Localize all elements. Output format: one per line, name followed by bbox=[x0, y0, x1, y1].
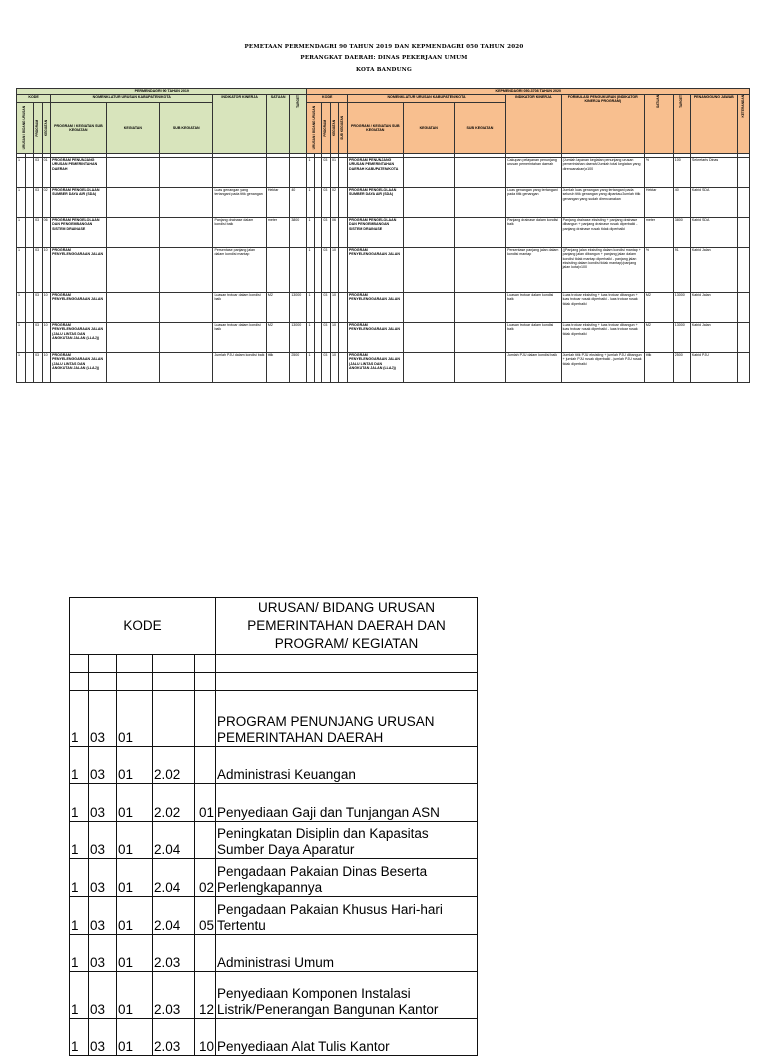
zoom-code-c1: 1 bbox=[70, 972, 89, 1019]
satuan-right-cell: % bbox=[644, 248, 673, 293]
penanggung-jawab-cell: Kabid SDA bbox=[690, 188, 737, 218]
col-kegiatan-left: KEGIATAN bbox=[106, 103, 159, 154]
formulasi-cell: Jumlah titik PJU eksisting + jumlah PJU dibangun + jumlah PJU rusak diperbaiki - jumlah PJU rusak tidak diperbaiki bbox=[561, 353, 644, 383]
mapping-row bbox=[17, 323, 750, 353]
program-name-cell: PROGRAM PENYELENGGARAAN JALAN bbox=[51, 293, 107, 323]
program-name-right-cell: PROGRAM PENYELENGGARAAN JALAN (JALU LINTAS DAN ANGKUTAN JALAN (LLAJ)) bbox=[348, 353, 404, 383]
zoom-code-c4: 2.02 bbox=[153, 784, 195, 822]
col-subkegiatan-right: SUB KEGIATAN bbox=[454, 103, 505, 154]
program-name-cell: PROGRAM PENYELENGGARAAN JALAN (JALU LINTAS DAN ANGKUTAN JALAN (LLAJ)) bbox=[51, 353, 107, 383]
target-right-cell: 2500 bbox=[673, 353, 690, 383]
urusan-code-right-cell: 1 bbox=[307, 158, 314, 188]
program-code-cell: 06 bbox=[42, 218, 51, 248]
program-name-cell: PROGRAM PENUNJANG URUSAN PEMERINTAHAN DAERAH bbox=[51, 158, 107, 188]
zoom-row bbox=[70, 972, 478, 1019]
doc-title-line-2: PERANGKAT DAERAH: DINAS PEKERJAAN UMUM bbox=[300, 55, 468, 61]
program-code-right-cell: 02 bbox=[330, 188, 339, 218]
col-target-left: TARGET bbox=[295, 95, 300, 108]
col-satuan-left: SATUAN bbox=[266, 95, 289, 154]
zoom-code-c3: 01 bbox=[117, 747, 153, 784]
program-name-right-cell: PROGRAM PENGELOLAAN SUMBER DAYA AIR (SDA) bbox=[348, 188, 404, 218]
zoom-row bbox=[70, 822, 478, 859]
zoom-code-c1: 1 bbox=[70, 897, 89, 935]
penanggung-jawab-cell: Kabid Jalan bbox=[690, 248, 737, 293]
bidang-code-cell: 03 bbox=[34, 353, 43, 383]
mapping-table bbox=[16, 88, 750, 383]
zoom-code-c4: 2.03 bbox=[153, 972, 195, 1019]
zoom-row bbox=[70, 859, 478, 897]
indikator-cell bbox=[213, 158, 266, 188]
penanggung-jawab-cell: Kabid SDA bbox=[690, 218, 737, 248]
satuan-right-cell: Hektar bbox=[644, 188, 673, 218]
zoom-code-c4: 2.04 bbox=[153, 822, 195, 859]
target-right-cell: 13000 bbox=[673, 293, 690, 323]
zoom-code-c2: 03 bbox=[89, 897, 117, 935]
urusan-code-right-cell: 1 bbox=[307, 248, 314, 293]
col-kegiatan-code-left: KEGIATAN bbox=[43, 119, 48, 137]
group-header-permendagri: PERMENDAGRI 90 TAHUN 2019 bbox=[17, 89, 307, 95]
program-code-cell: 10 bbox=[42, 353, 51, 383]
urusan-code-cell: 1 bbox=[17, 158, 26, 188]
satuan-cell bbox=[266, 158, 289, 188]
urusan-code-right-cell: 1 bbox=[307, 188, 314, 218]
indikator-cell: Jumlah PJU dalam kondisi baik bbox=[213, 353, 266, 383]
target-cell bbox=[290, 248, 307, 293]
bidang-code-cell: 03 bbox=[34, 248, 43, 293]
zoom-code-c5: 05 bbox=[195, 897, 216, 935]
nomenklatur-header-right: NOMENKLATUR URUSAN KABUPATEN/KOTA bbox=[348, 95, 506, 103]
kode-header-right: KODE bbox=[307, 95, 348, 103]
zoom-code-c5 bbox=[195, 747, 216, 784]
doc-title-line-1: PEMETAAN PERMENDAGRI 90 TAHUN 2019 DAN KEPMENDAGRI 050 TAHUN 2020 bbox=[244, 44, 524, 50]
col-subkegiatan-left: SUB KEGIATAN bbox=[160, 103, 213, 154]
zoom-code-c1: 1 bbox=[70, 859, 89, 897]
target-cell: 3800 bbox=[290, 218, 307, 248]
zoom-program-name: Penyediaan Komponen Instalasi Listrik/Penerangan Bangunan Kantor bbox=[216, 972, 478, 1019]
target-cell: 2500 bbox=[290, 353, 307, 383]
zoom-code-c1: 1 bbox=[70, 691, 89, 747]
indikator-right-cell: Panjang drainase dalam kondisi baik bbox=[506, 218, 562, 248]
zoom-code-c5 bbox=[195, 935, 216, 972]
mapping-row bbox=[17, 293, 750, 323]
zoom-code-c3: 01 bbox=[117, 691, 153, 747]
program-name-cell: PROGRAM PENGELOLAAN SUMBER DAYA AIR (SDA) bbox=[51, 188, 107, 218]
zoom-code-c1: 1 bbox=[70, 784, 89, 822]
col-kegiatan-right: KEGIATAN bbox=[403, 103, 454, 154]
col-indikator-right: INDIKATOR KINERJA bbox=[506, 95, 562, 154]
zoom-code-c5: 02 bbox=[195, 859, 216, 897]
bidang-code-right-cell: 03 bbox=[322, 218, 331, 248]
program-code-right-cell: 10 bbox=[330, 323, 339, 353]
urusan-code-cell: 1 bbox=[17, 248, 26, 293]
zoom-row bbox=[70, 784, 478, 822]
zoom-row bbox=[70, 747, 478, 784]
urusan-code-right-cell: 1 bbox=[307, 218, 314, 248]
col-program-name-left: PROGRAM / KEGIATAN SUB KEGIATAN bbox=[51, 103, 107, 154]
zoom-code-c1: 1 bbox=[70, 935, 89, 972]
bidang-code-right-cell: 03 bbox=[322, 293, 331, 323]
satuan-right-cell: % bbox=[644, 158, 673, 188]
zoom-code-c2: 03 bbox=[89, 747, 117, 784]
satuan-cell: M2 bbox=[266, 323, 289, 353]
bidang-code-cell: 03 bbox=[34, 323, 43, 353]
zoom-row bbox=[70, 691, 478, 747]
col-formulasi: FORMULASI PENGUKURAN (INDIKATOR KINERJA PROGRAM) bbox=[561, 95, 644, 154]
indikator-right-cell: Luasan trotoar dalam kondisi baik bbox=[506, 323, 562, 353]
satuan-right-cell: M2 bbox=[644, 323, 673, 353]
zoom-code-c4 bbox=[153, 691, 195, 747]
bidang-code-right-cell: 03 bbox=[322, 248, 331, 293]
formulasi-cell: Luas trotoar eksisting + luas trotoar dibangun + luas trotoar rusak diperbaiki - luas trotoar rusak tidak diperbaiki bbox=[561, 293, 644, 323]
program-name-right-cell: PROGRAM PENGELOLAAN DAN PENGEMBANGAN SISTEM DRAINASE bbox=[348, 218, 404, 248]
program-code-cell: 10 bbox=[42, 248, 51, 293]
zoom-kode-header: KODE bbox=[70, 598, 216, 655]
program-code-right-cell: 10 bbox=[330, 248, 339, 293]
col-indikator-left: INDIKATOR KINERJA bbox=[213, 95, 266, 154]
zoom-code-c1: 1 bbox=[70, 747, 89, 784]
zoom-code-c5: 01 bbox=[195, 784, 216, 822]
indikator-right-cell: Luas genangan yang tertangani pada titik genangan bbox=[506, 188, 562, 218]
indikator-cell: Luasan trotoar dalam kondisi baik bbox=[213, 293, 266, 323]
zoom-code-c3: 01 bbox=[117, 935, 153, 972]
col-urusan-right: URUSAN / BIDANG URUSAN bbox=[311, 106, 316, 150]
mapping-row bbox=[17, 158, 750, 188]
zoom-code-c5: 12 bbox=[195, 972, 216, 1019]
penanggung-jawab-cell: Kabid Jalan bbox=[690, 293, 737, 323]
program-name-cell: PROGRAM PENYELENGGARAAN JALAN bbox=[51, 248, 107, 293]
mapping-row bbox=[17, 188, 750, 218]
col-kegiatan-code-right: KEGIATAN bbox=[331, 119, 336, 137]
zoom-row bbox=[70, 897, 478, 935]
zoom-program-name: PROGRAM PENUNJANG URUSAN PEMERINTAHAN DAERAH bbox=[216, 691, 478, 747]
program-code-right-cell: 10 bbox=[330, 293, 339, 323]
col-program-right: PROGRAM bbox=[323, 119, 328, 137]
indikator-right-cell: Persentase panjang jalan dalam kondisi mantap bbox=[506, 248, 562, 293]
urusan-code-cell: 1 bbox=[17, 218, 26, 248]
satuan-cell: meter bbox=[266, 218, 289, 248]
zoom-code-c4: 2.02 bbox=[153, 747, 195, 784]
bidang-code-cell: 03 bbox=[34, 188, 43, 218]
target-right-cell: 100 bbox=[673, 158, 690, 188]
bidang-code-right-cell: 03 bbox=[322, 158, 331, 188]
zoom-program-name: Administrasi Keuangan bbox=[216, 747, 478, 784]
col-keterangan: KETERANGAN bbox=[740, 95, 745, 118]
bidang-code-right-cell: 03 bbox=[322, 353, 331, 383]
indikator-cell: Luas genangan yang tertangani pada titik genangan bbox=[213, 188, 266, 218]
zoom-code-c3: 01 bbox=[117, 897, 153, 935]
urusan-code-cell: 1 bbox=[17, 353, 26, 383]
col-program-left: PROGRAM bbox=[35, 119, 40, 137]
zoom-code-c2: 03 bbox=[89, 1019, 117, 1056]
zoom-code-c4: 2.04 bbox=[153, 859, 195, 897]
satuan-right-cell: meter bbox=[644, 218, 673, 248]
bidang-code-cell: 03 bbox=[34, 158, 43, 188]
penanggung-jawab-cell: Sekretaris Dinas bbox=[690, 158, 737, 188]
target-right-cell: 13000 bbox=[673, 323, 690, 353]
target-cell: 13000 bbox=[290, 323, 307, 353]
zoom-program-name: Peningkatan Disiplin dan Kapasitas Sumber Daya Aparatur bbox=[216, 822, 478, 859]
penanggung-jawab-cell: Kabid Jalan bbox=[690, 323, 737, 353]
target-right-cell: 91 bbox=[673, 248, 690, 293]
zoom-code-c3: 01 bbox=[117, 972, 153, 1019]
satuan-right-cell: M2 bbox=[644, 293, 673, 323]
zoom-code-c5: 10 bbox=[195, 1019, 216, 1056]
formulasi-cell: Luas trotoar eksisting + luas trotoar dibangun + luas trotoar rusak diperbaiki - luas trotoar rusak tidak diperbaiki bbox=[561, 323, 644, 353]
urusan-code-cell: 1 bbox=[17, 323, 26, 353]
zoom-code-c3: 01 bbox=[117, 784, 153, 822]
col-urusan-left: URUSAN / BIDANG URUSAN bbox=[22, 106, 27, 150]
urusan-code-right-cell: 1 bbox=[307, 293, 314, 323]
target-cell: 40 bbox=[290, 188, 307, 218]
zoom-code-c4: 2.04 bbox=[153, 897, 195, 935]
indikator-right-cell: Luasan trotoar dalam kondisi baik bbox=[506, 293, 562, 323]
program-name-right-cell: PROGRAM PENYELENGGARAAN JALAN bbox=[348, 248, 404, 293]
program-code-right-cell: 06 bbox=[330, 218, 339, 248]
satuan-cell: titik bbox=[266, 353, 289, 383]
zoom-code-c3: 01 bbox=[117, 859, 153, 897]
target-cell bbox=[290, 158, 307, 188]
bidang-code-right-cell: 03 bbox=[322, 323, 331, 353]
zoom-code-c1: 1 bbox=[70, 822, 89, 859]
zoom-program-name: Pengadaan Pakaian Dinas Beserta Perlengkapannya bbox=[216, 859, 478, 897]
penanggung-jawab-cell: Kabid PJU bbox=[690, 353, 737, 383]
col-program-name-right: PROGRAM / KEGIATAN SUB KEGIATAN bbox=[348, 103, 404, 154]
urusan-code-right-cell: 1 bbox=[307, 323, 314, 353]
zoom-program-name: Pengadaan Pakaian Khusus Hari-hari Tertentu bbox=[216, 897, 478, 935]
program-code-right-cell: 01 bbox=[330, 158, 339, 188]
program-code-cell: 10 bbox=[42, 323, 51, 353]
col-target-right: TARGET bbox=[678, 95, 683, 108]
zoom-row bbox=[70, 1019, 478, 1056]
zoom-code-c2: 03 bbox=[89, 935, 117, 972]
zoom-code-c2: 03 bbox=[89, 784, 117, 822]
zoom-row bbox=[70, 935, 478, 972]
zoom-code-c2: 03 bbox=[89, 972, 117, 1019]
zoom-program-name: Penyediaan Alat Tulis Kantor bbox=[216, 1019, 478, 1056]
program-name-cell: PROGRAM PENGELOLAAN DAN PENGEMBANGAN SISTEM DRAINASE bbox=[51, 218, 107, 248]
formulasi-cell: ((Panjang jalan eksisting dalam kondisi mantap + panjang jalan dibangun + panjang jalan dalam kondisi tidak mantap diperbaiki - panjang jalan eksisting dalam kondisi tidak mantap)/panjang jalan kota)x100 bbox=[561, 248, 644, 293]
target-right-cell: 40 bbox=[673, 188, 690, 218]
indikator-right-cell: Jumlah PJU dalam kondisi baik bbox=[506, 353, 562, 383]
urusan-code-cell: 1 bbox=[17, 188, 26, 218]
target-cell: 13000 bbox=[290, 293, 307, 323]
satuan-right-cell: titik bbox=[644, 353, 673, 383]
bidang-code-right-cell: 03 bbox=[322, 188, 331, 218]
bidang-code-cell: 03 bbox=[34, 218, 43, 248]
zoom-program-name: Administrasi Umum bbox=[216, 935, 478, 972]
mapping-row bbox=[17, 218, 750, 248]
zoom-code-c5 bbox=[195, 691, 216, 747]
urusan-code-cell: 1 bbox=[17, 293, 26, 323]
zoom-code-c2: 03 bbox=[89, 691, 117, 747]
nomenklatur-header-left: NOMENKLATUR URUSAN KABUPATEN/KOTA bbox=[51, 95, 213, 103]
bidang-code-cell: 03 bbox=[34, 293, 43, 323]
group-header-kepmendagri: KEPMENDAGRI 050-3708 TAHUN 2020 bbox=[307, 89, 750, 95]
kode-header-left: KODE bbox=[17, 95, 51, 103]
program-name-right-cell: PROGRAM PENUNJANG URUSAN PEMERINTAHAN DAERAH KABUPATEN/KOTA bbox=[348, 158, 404, 188]
program-name-right-cell: PROGRAM PENYELENGGARAAN JALAN bbox=[348, 323, 404, 353]
program-code-cell: 02 bbox=[42, 188, 51, 218]
program-name-right-cell: PROGRAM PENYELENGGARAAN JALAN bbox=[348, 293, 404, 323]
zoom-code-c3: 01 bbox=[117, 1019, 153, 1056]
zoom-code-c3: 01 bbox=[117, 822, 153, 859]
mapping-row bbox=[17, 248, 750, 293]
col-penanggung-jawab: PENANGGUNG JAWAB bbox=[690, 95, 737, 154]
indikator-cell: Panjang drainase dalam kondisi baik bbox=[213, 218, 266, 248]
satuan-cell bbox=[266, 248, 289, 293]
zoom-code-c5 bbox=[195, 822, 216, 859]
mapping-row bbox=[17, 353, 750, 383]
zoom-code-c2: 03 bbox=[89, 822, 117, 859]
doc-title-line-3: KOTA BANDUNG bbox=[356, 67, 412, 73]
program-name-cell: PROGRAM PENYELENGGARAAN JALAN (JALU LINTAS DAN ANGKUTAN JALAN (LLAJ)) bbox=[51, 323, 107, 353]
zoom-title-header: URUSAN/ BIDANG URUSAN PEMERINTAHAN DAERAH DAN PROGRAM/ KEGIATAN bbox=[216, 598, 478, 655]
satuan-cell: M2 bbox=[266, 293, 289, 323]
target-right-cell: 3800 bbox=[673, 218, 690, 248]
program-code-cell: 01 bbox=[42, 158, 51, 188]
col-subkegiatan-code-right: SUB KEGIATAN bbox=[340, 116, 345, 140]
zoom-code-c4: 2.03 bbox=[153, 935, 195, 972]
urusan-code-right-cell: 1 bbox=[307, 353, 314, 383]
indikator-cell: Luasan trotoar dalam kondisi baik bbox=[213, 323, 266, 353]
col-satuan-right: SATUAN bbox=[656, 95, 661, 109]
program-code-right-cell: 10 bbox=[330, 353, 339, 383]
zoom-program-name: Penyediaan Gaji dan Tunjangan ASN bbox=[216, 784, 478, 822]
satuan-cell: Hektar bbox=[266, 188, 289, 218]
formulasi-cell: (Jumlah layanan kegiatan penunjang urusan pemerintahan daerah/Jumlah total kegiatan yang direncanakan)x100 bbox=[561, 158, 644, 188]
indikator-right-cell: Cakupan pelayanan penunjang urusan pemerintahan daerah bbox=[506, 158, 562, 188]
program-code-cell: 10 bbox=[42, 293, 51, 323]
zoom-code-c4: 2.03 bbox=[153, 1019, 195, 1056]
formulasi-cell: Panjang drainase eksisting + panjang drainase dibangun + panjang drainase rusak diperbaiki - panjang drainase rusak tidak diperbaiki bbox=[561, 218, 644, 248]
indikator-cell: Persentase panjang jalan dalam kondisi mantap bbox=[213, 248, 266, 293]
zoom-code-c1: 1 bbox=[70, 1019, 89, 1056]
formulasi-cell: Jumlah luas genangan yang tertangani pada seluruh titik genangan yang dipantau/Jumlah titik genangan yang sudah direncanakan bbox=[561, 188, 644, 218]
zoomed-program-table bbox=[69, 597, 478, 1056]
zoom-code-c2: 03 bbox=[89, 859, 117, 897]
